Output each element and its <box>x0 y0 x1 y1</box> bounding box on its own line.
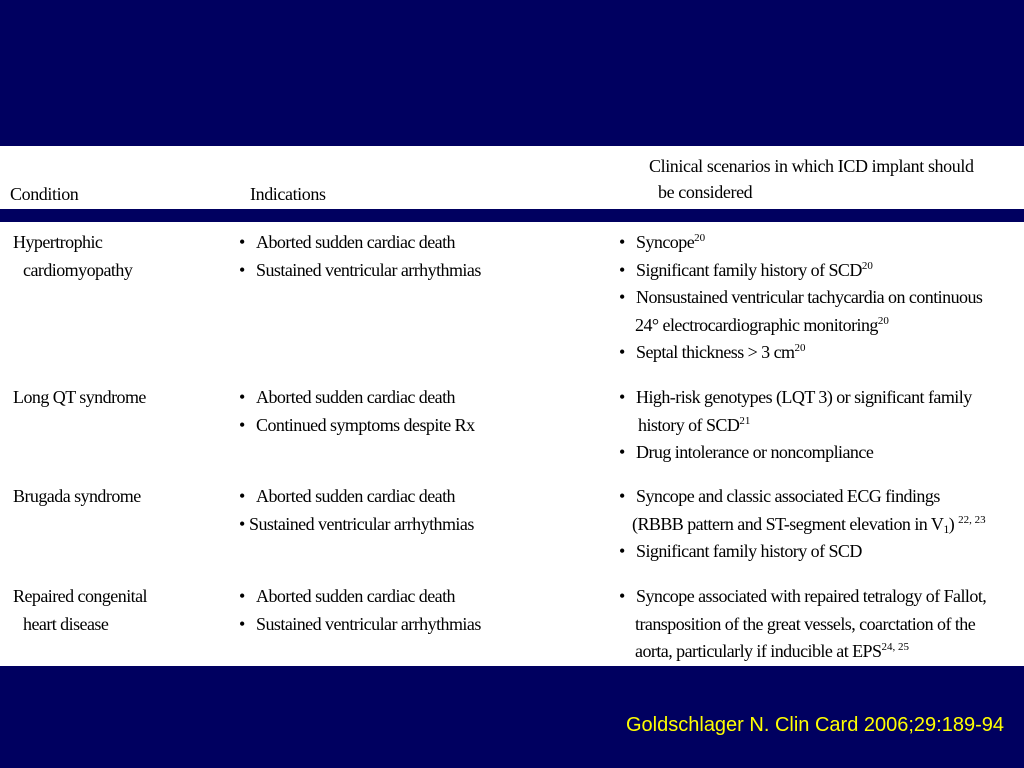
row-4-condition <box>13 583 147 638</box>
condition-line: Brugada syndrome <box>13 486 141 506</box>
bullet-icon: • <box>239 414 245 435</box>
clinical-item: • Drug intolerance or noncompliance <box>619 439 972 467</box>
header-indications: Indications <box>250 184 326 204</box>
clinical-item-continuation: aorta, particularly if inducible at EPS$^{24, 25}$ <box>635 641 909 661</box>
bullet-icon: • <box>239 232 245 252</box>
header-condition: Condition <box>10 184 79 204</box>
header-clinical <box>649 153 974 205</box>
reference-sup: 22, 23 <box>958 513 986 526</box>
subscript: 1 <box>943 521 949 536</box>
condition-line: heart disease <box>23 613 109 634</box>
clinical-item-continuation: 24° electrocardiographic monitoring$^{20}$ <box>635 314 889 335</box>
row-3-condition <box>13 483 141 511</box>
header-clinical-line1: Clinical scenarios in which ICD implant should <box>649 156 974 176</box>
reference-sup: 20 <box>794 342 806 354</box>
condition-line: Hypertrophic <box>13 232 103 252</box>
bullet-icon: • <box>619 232 625 252</box>
clinical-item: • Syncope associated with repaired tetralogy of Fallot, <box>619 583 986 611</box>
indication-item: • Aborted sudden cardiac death <box>239 483 474 511</box>
bullet-icon: • <box>239 513 245 534</box>
indication-item: • Aborted sudden cardiac death <box>239 229 481 257</box>
row-1-indications <box>239 229 481 284</box>
row-1-condition <box>13 229 132 284</box>
row-2-condition <box>13 384 146 412</box>
condition-line: Repaired congenital <box>13 586 147 606</box>
header-clinical-line2: be considered <box>658 182 753 202</box>
indication-item: • Sustained ventricular arrhythmias <box>239 257 481 285</box>
reference-sup: 24, 25 <box>881 641 909 653</box>
citation: Goldschlager N. Clin Card 2006;29:189-94 <box>626 714 1004 736</box>
bullet-icon: • <box>619 287 625 307</box>
bullet-icon: • <box>619 586 625 606</box>
indication-item: • Sustained ventricular arrhythmias <box>239 611 481 639</box>
condition-line: cardiomyopathy <box>23 259 133 280</box>
reference-sup: 20 <box>861 259 873 272</box>
row-4-clinical <box>619 583 986 666</box>
clinical-item: • Significant family history of SCD$^{20}$ <box>619 257 982 285</box>
clinical-item: • Septal thickness > 3 $cm^{20}$ <box>619 339 982 367</box>
clinical-item-continuation: transposition of the great vessels, coarctation of the <box>635 613 976 634</box>
bullet-icon: • <box>619 342 625 362</box>
clinical-item: • High-risk genotypes (LQT 3) or significant family <box>619 384 972 412</box>
row-1-clinical <box>619 229 982 367</box>
bullet-icon: • <box>619 259 625 280</box>
row-2-clinical <box>619 384 972 467</box>
bullet-icon: • <box>619 541 625 561</box>
bullet-icon: • <box>619 387 625 407</box>
clinical-item-continuation: history of SCD$^{21}$ <box>638 414 751 435</box>
bullet-icon: • <box>239 486 245 506</box>
clinical-item: • Syncope$^{20}$ <box>619 229 982 257</box>
indication-item: • Aborted sudden cardiac death <box>239 583 481 611</box>
reference-sup: 21 <box>739 414 751 427</box>
bullet-icon: • <box>239 613 245 634</box>
bullet-icon: • <box>239 259 245 280</box>
row-4-indications <box>239 583 481 638</box>
bullet-icon: • <box>239 387 245 407</box>
clinical-item-continuation: (RBBB pattern and ST-segment elevation in $V_1$) $^{22, 23}$ <box>632 513 986 536</box>
bullet-icon: • <box>619 486 625 506</box>
row-2-indications <box>239 384 475 439</box>
condition-line: Long QT syndrome <box>13 387 146 407</box>
reference-sup: 20 <box>877 314 889 327</box>
clinical-item: • Syncope and classic associated ECG findings <box>619 483 986 511</box>
indication-item: • Aborted sudden cardiac death <box>239 384 475 412</box>
bullet-icon: • <box>239 586 245 606</box>
reference-sup: 20 <box>694 232 706 244</box>
row-3-indications <box>239 483 474 538</box>
indication-item: • Continued symptoms despite Rx <box>239 412 475 440</box>
indication-item: • Sustained ventricular arrhythmias <box>239 511 474 539</box>
bullet-icon: • <box>619 442 625 462</box>
clinical-item: • Nonsustained ventricular tachycardia on continuous <box>619 284 982 312</box>
row-3-clinical <box>619 483 986 566</box>
clinical-item: • Significant family history of SCD <box>619 538 986 566</box>
